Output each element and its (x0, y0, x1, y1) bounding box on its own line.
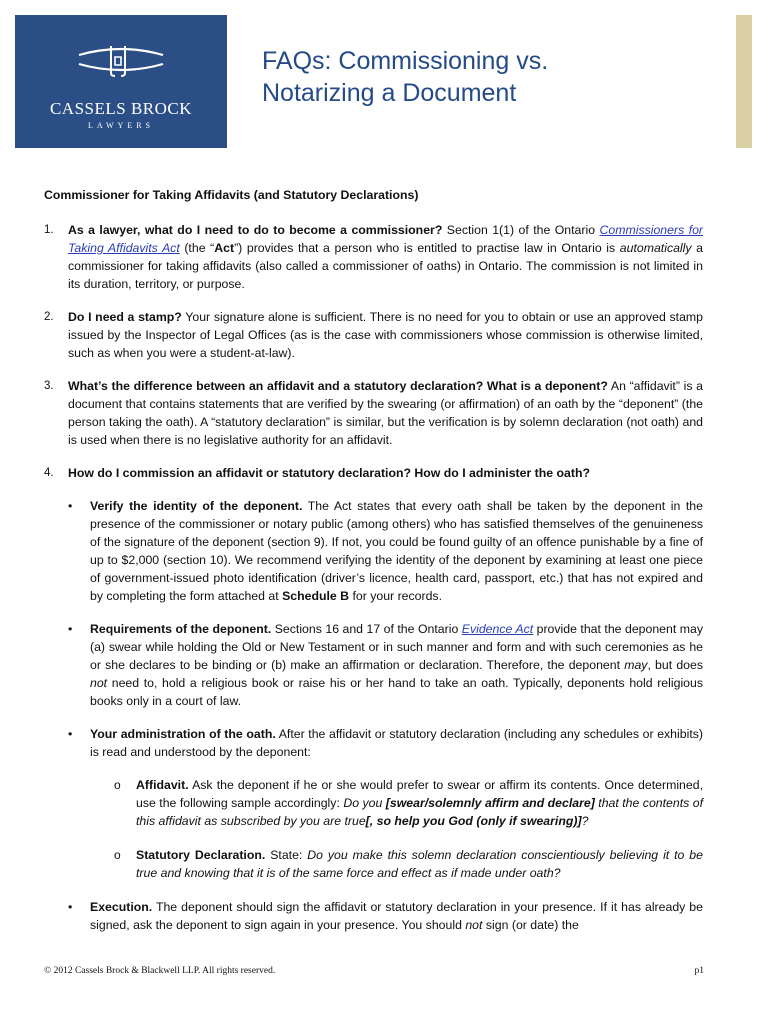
bullet-item-requirements (68, 620, 703, 710)
bullet-item-execution (68, 898, 703, 934)
answer-text: Section 1(1) of the Ontario (442, 223, 600, 237)
schedule-reference: Schedule B (282, 589, 350, 603)
bullet-icon: • (68, 622, 73, 636)
sample-text: Do you (343, 796, 386, 810)
evidence-act-link[interactable]: Evidence Act (461, 622, 534, 636)
question-text: As a lawyer, what do I need to do to become a commissioner? (68, 223, 443, 237)
bullet-item-administration (68, 725, 703, 761)
item-number: 3. (44, 380, 54, 392)
bullet-text: need to, hold a religious book or raise his or her hand to take an oath. Typically, deponents hold religious books only in a court of law. (90, 676, 703, 708)
faq-item-2 (44, 308, 703, 362)
company-logo (15, 15, 227, 148)
bullet-item-verify-identity (68, 497, 703, 605)
bullet-icon: • (68, 499, 73, 513)
answer-text: ”) provides that a person who is entitled to practise law in Ontario is (234, 241, 620, 255)
logo-subtitle: LAWYERS (87, 121, 155, 130)
sub-heading: Statutory Declaration. (136, 848, 266, 862)
bullet-icon: • (68, 900, 73, 914)
bullet-text: for your records. (349, 589, 442, 603)
sample-text: that the contents of this affidavit as subscribed by you are true (136, 796, 704, 828)
answer-text: a commissioner for taking affidavits (also called a commissioner of oaths) in Ontario. The commission is not limited in its duration, territory, or purpose. (68, 241, 703, 291)
footer-copyright: © 2012 Cassels Brock & Blackwell LLP. All rights reserved. (44, 966, 276, 976)
question-text: What’s the difference between an affidavit and a statutory declaration? What is a deponent? (68, 379, 608, 393)
emphasis-text: not (465, 918, 483, 932)
question-text: Do I need a stamp? (68, 310, 182, 324)
title-line-1: FAQs: Commissioning vs. (262, 47, 549, 75)
document-body (44, 186, 703, 949)
bullet-heading: Execution. (90, 900, 153, 914)
act-term: Act (214, 241, 235, 255)
item-number: 1. (44, 224, 54, 236)
answer-text: (the “ (179, 241, 215, 255)
sub-item-affidavit (114, 776, 704, 830)
faq-item-3 (44, 377, 703, 449)
sample-text: ? (581, 814, 589, 828)
bullet-text: sign (or date) the (482, 918, 579, 932)
item-number: 2. (44, 311, 54, 323)
decorative-bar (736, 15, 752, 148)
sub-text: Ask the deponent if he or she would prefer to swear or affirm its contents. Once determined, use the following sample accordingly: (136, 778, 703, 810)
bullet-list (44, 497, 703, 934)
emphasis-text: automatically (619, 241, 692, 255)
sub-heading: Affidavit. (136, 778, 189, 792)
sub-bullet-icon: o (114, 778, 121, 792)
sub-item-statutory-declaration (114, 846, 703, 882)
bullet-icon: • (68, 727, 73, 741)
bullet-text: Sections 16 and 17 of the Ontario (271, 622, 462, 636)
answer-text: Your signature alone is sufficient. There is no need for you to obtain or use an approved stamp issued by the Inspector of Legal Offices (as is the case with commissioners whose commission is otherwise limited, such as when you were a student-at-law). (68, 310, 703, 360)
logo-mark-icon (75, 37, 167, 83)
bullet-text: , but does (647, 658, 703, 672)
emphasis-text: may (624, 658, 648, 672)
title-line-2: Notarizing a Document (262, 79, 517, 107)
sample-bold-text: [, so help you God (only if swearing)] (365, 814, 582, 828)
sub-bullet-icon: o (114, 848, 121, 862)
bullet-text: provide that the deponent may (a) swear while holding the Old or New Testament or in such manner and form and with such ceremonies as he or she declares to be binding or (b) make an affirmation or declaration. Therefore, the deponent (90, 622, 703, 672)
bullet-heading: Requirements of the deponent. (90, 622, 272, 636)
bullet-heading: Your administration of the oath. (90, 727, 276, 741)
logo-name: CASSELS BROCK (49, 99, 193, 118)
bullet-text: The deponent should sign the affidavit or statutory declaration in your presence. If it has already be signed, ask the deponent to sign again in your presence. You should (90, 900, 703, 932)
sample-text: Do you make this solemn declaration conscientiously believing it to be true and knowing that it is of the same force and effect as if made under oath? (136, 848, 703, 880)
emphasis-text: not (90, 676, 108, 690)
bullet-heading: Verify the identity of the deponent. (90, 499, 303, 513)
answer-text: An “affidavit” is a document that contains statements that are verified by the swearing (or affirmation) of an oath by the “deponent” (the person taking the oath). A “statutory declaration” is similar, but the verification is by solemn declaration (not oath) and is used when there is no legislative authority for an affidavit. (68, 379, 703, 447)
page-number: p1 (694, 966, 704, 976)
question-text: How do I commission an affidavit or statutory declaration? How do I administer the oath? (68, 466, 590, 480)
sample-bold-text: [swear/solemnly affirm and declare] (385, 796, 595, 810)
page-title (262, 45, 702, 109)
section-heading: Commissioner for Taking Affidavits (and Statutory Declarations) (44, 188, 419, 202)
faq-item-4 (44, 464, 703, 482)
bullet-text: The Act states that every oath shall be taken by the deponent in the presence of the commissioner or notary public (among others) who has satisfied themselves of the genuineness of the signature of the deponent (section 9). If not, you could be found guilty of an offence punishable by a fine of up to $2,000 (section 10). We recommend verifying the identity of the deponent by examining at least one piece of government-issued photo identification (driver’s licence, health card, passport, etc.) that has not expired and by completing the form attached at (90, 499, 703, 603)
item-number: 4. (44, 467, 54, 479)
sub-text: State: (265, 848, 308, 862)
faq-item-1 (44, 221, 703, 293)
commissioners-act-link[interactable]: Commissioners for Taking Affidavits Act (68, 223, 704, 255)
bullet-text: After the affidavit or statutory declaration (including any schedules or exhibits) is read and understood by the deponent: (90, 727, 703, 759)
